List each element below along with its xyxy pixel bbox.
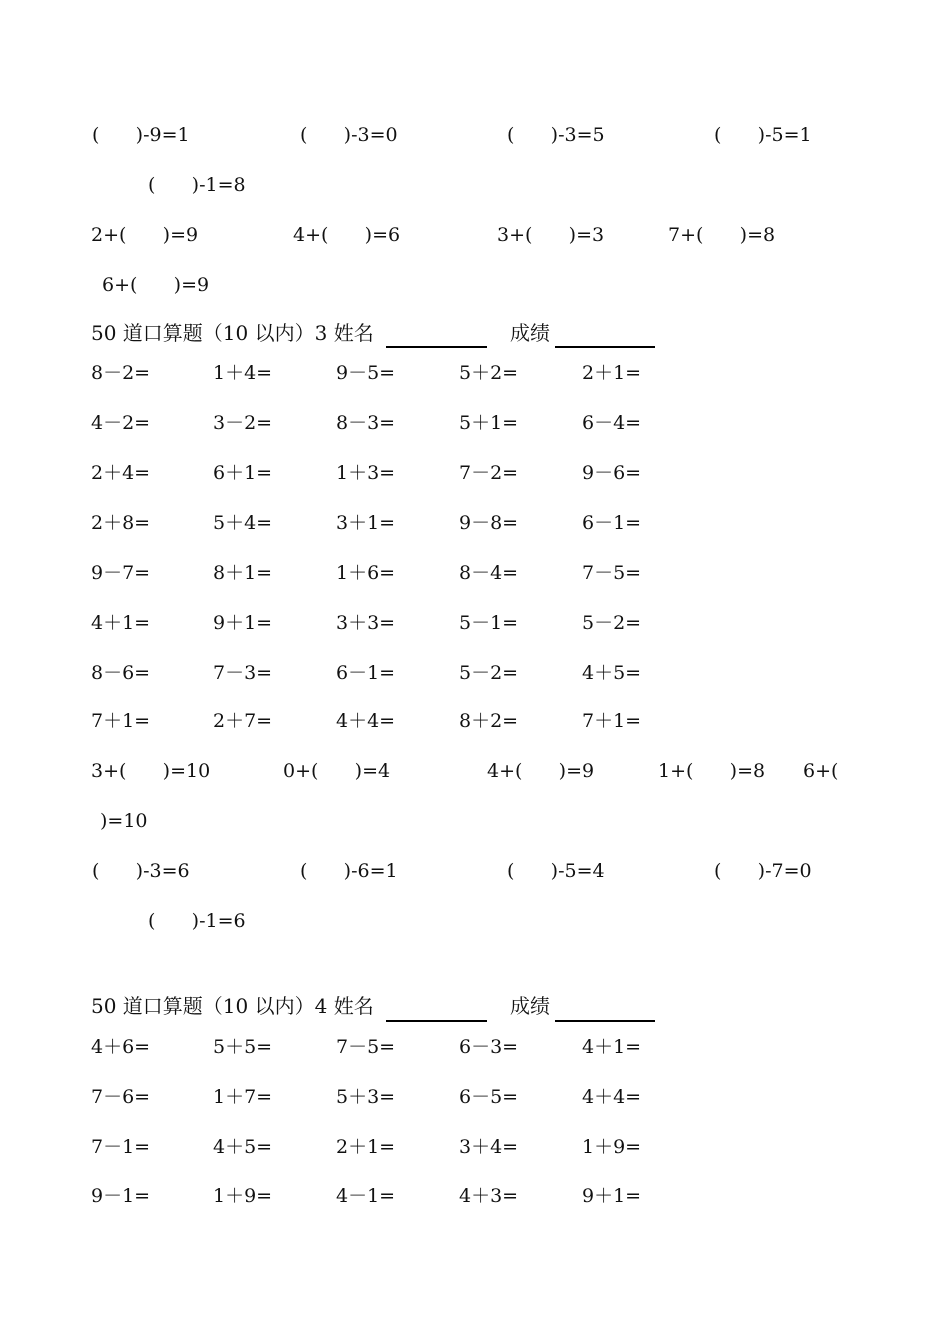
problem: 2＋8= — [91, 512, 151, 534]
problem: 5＋2= — [459, 362, 519, 384]
problem: 6+( )=9 — [102, 274, 210, 296]
problem-row — [0, 1034, 950, 1064]
problem: 2＋1= — [582, 362, 642, 384]
problem: 7－3= — [213, 662, 273, 684]
fill-blank-row — [0, 122, 950, 152]
problem: 1＋6= — [336, 562, 396, 584]
problem: 4＋1= — [91, 612, 151, 634]
problem: 1＋7= — [213, 1086, 273, 1108]
problem: ( )-6=1 — [300, 860, 398, 882]
problem: 8＋2= — [459, 710, 519, 732]
problem: 6＋1= — [213, 462, 273, 484]
problem: 7+( )=8 — [668, 224, 776, 246]
problem: 4＋6= — [91, 1036, 151, 1058]
problem: ( )-5=4 — [507, 860, 605, 882]
problem: 7－5= — [582, 562, 642, 584]
problem: 6－1= — [336, 662, 396, 684]
problem-row — [0, 560, 950, 590]
problem-row — [0, 460, 950, 490]
problem: 4－1= — [336, 1185, 396, 1207]
fill-blank-row — [0, 222, 950, 252]
problem: 8－4= — [459, 562, 519, 584]
problem: 9－6= — [582, 462, 642, 484]
fill-blank-row-wrap — [0, 172, 950, 202]
problem: 1+( )=8 — [658, 760, 766, 782]
fill-blank-row-wrap — [0, 808, 950, 838]
problem: 2＋7= — [213, 710, 273, 732]
problem: 8－2= — [91, 362, 151, 384]
problem: 3－2= — [213, 412, 273, 434]
problem: 2＋1= — [336, 1136, 396, 1158]
problem: 7＋1= — [91, 710, 151, 732]
problem-row — [0, 660, 950, 690]
problem: 4－2= — [91, 412, 151, 434]
score-label: 成绩 — [510, 321, 550, 345]
sheet-title: 50 道口算题（10 以内）3 姓名 — [91, 321, 374, 345]
problem: ( )-3=6 — [92, 860, 190, 882]
problem: 2＋4= — [91, 462, 151, 484]
problem: 3＋3= — [336, 612, 396, 634]
problem-row — [0, 1134, 950, 1164]
problem: 4＋5= — [213, 1136, 273, 1158]
problem: 5＋5= — [213, 1036, 273, 1058]
problem: 5－2= — [459, 662, 519, 684]
problem: ( )-5=1 — [714, 124, 812, 146]
problem: 6－3= — [459, 1036, 519, 1058]
problem: ( )-7=0 — [714, 860, 812, 882]
problem: 1＋9= — [213, 1185, 273, 1207]
problem: 5－1= — [459, 612, 519, 634]
problem: ( )-3=5 — [507, 124, 605, 146]
problem: 1＋3= — [336, 462, 396, 484]
problem: 3＋4= — [459, 1136, 519, 1158]
problem: 5＋3= — [336, 1086, 396, 1108]
problem: ( )-1=8 — [148, 174, 246, 196]
problem: 4+( )=6 — [293, 224, 401, 246]
problem: 6－1= — [582, 512, 642, 534]
problem: 1＋4= — [213, 362, 273, 384]
problem: 3+( )=3 — [497, 224, 605, 246]
fill-blank-row — [0, 758, 950, 788]
problem: 9－7= — [91, 562, 151, 584]
problem: 4＋1= — [582, 1036, 642, 1058]
problem: 9＋1= — [213, 612, 273, 634]
problem: 3+( )=10 — [91, 760, 211, 782]
problem: 5＋1= — [459, 412, 519, 434]
problem: 5＋4= — [213, 512, 273, 534]
problem-row — [0, 410, 950, 440]
fill-blank-row-wrap — [0, 908, 950, 938]
problem: )=10 — [100, 810, 148, 832]
problem: 6－4= — [582, 412, 642, 434]
name-blank-line — [386, 1020, 487, 1022]
problem: 8－3= — [336, 412, 396, 434]
problem-row — [0, 1084, 950, 1114]
fill-blank-row-wrap — [0, 272, 950, 302]
problem: 4＋5= — [582, 662, 642, 684]
problem: 6－5= — [459, 1086, 519, 1108]
score-blank-line — [555, 346, 655, 348]
problem-row — [0, 1183, 950, 1213]
problem: 6+( — [803, 760, 839, 782]
sheet-header — [0, 993, 950, 1023]
score-blank-line — [555, 1020, 655, 1022]
problem: 9＋1= — [582, 1185, 642, 1207]
problem: ( )-1=6 — [148, 910, 246, 932]
problem: 7－5= — [336, 1036, 396, 1058]
problem: 4＋4= — [336, 710, 396, 732]
problem: 8＋1= — [213, 562, 273, 584]
problem-row — [0, 610, 950, 640]
problem: 2+( )=9 — [91, 224, 199, 246]
problem: ( )-9=1 — [92, 124, 190, 146]
score-label: 成绩 — [510, 994, 550, 1018]
problem: 4＋4= — [582, 1086, 642, 1108]
sheet-header — [0, 320, 950, 350]
problem: 7＋1= — [582, 710, 642, 732]
problem-row — [0, 708, 950, 738]
problem: 7－6= — [91, 1086, 151, 1108]
problem: 8－6= — [91, 662, 151, 684]
problem: 3＋1= — [336, 512, 396, 534]
problem: ( )-3=0 — [300, 124, 398, 146]
problem: 1＋9= — [582, 1136, 642, 1158]
name-blank-line — [386, 346, 487, 348]
problem: 4+( )=9 — [487, 760, 595, 782]
problem: 5－2= — [582, 612, 642, 634]
fill-blank-row — [0, 858, 950, 888]
problem: 7－1= — [91, 1136, 151, 1158]
problem: 9－1= — [91, 1185, 151, 1207]
sheet-title: 50 道口算题（10 以内）4 姓名 — [91, 994, 374, 1018]
problem-row — [0, 510, 950, 540]
problem-row — [0, 360, 950, 390]
problem: 0+( )=4 — [283, 760, 391, 782]
problem: 9－8= — [459, 512, 519, 534]
problem: 4＋3= — [459, 1185, 519, 1207]
problem: 9－5= — [336, 362, 396, 384]
problem: 7－2= — [459, 462, 519, 484]
